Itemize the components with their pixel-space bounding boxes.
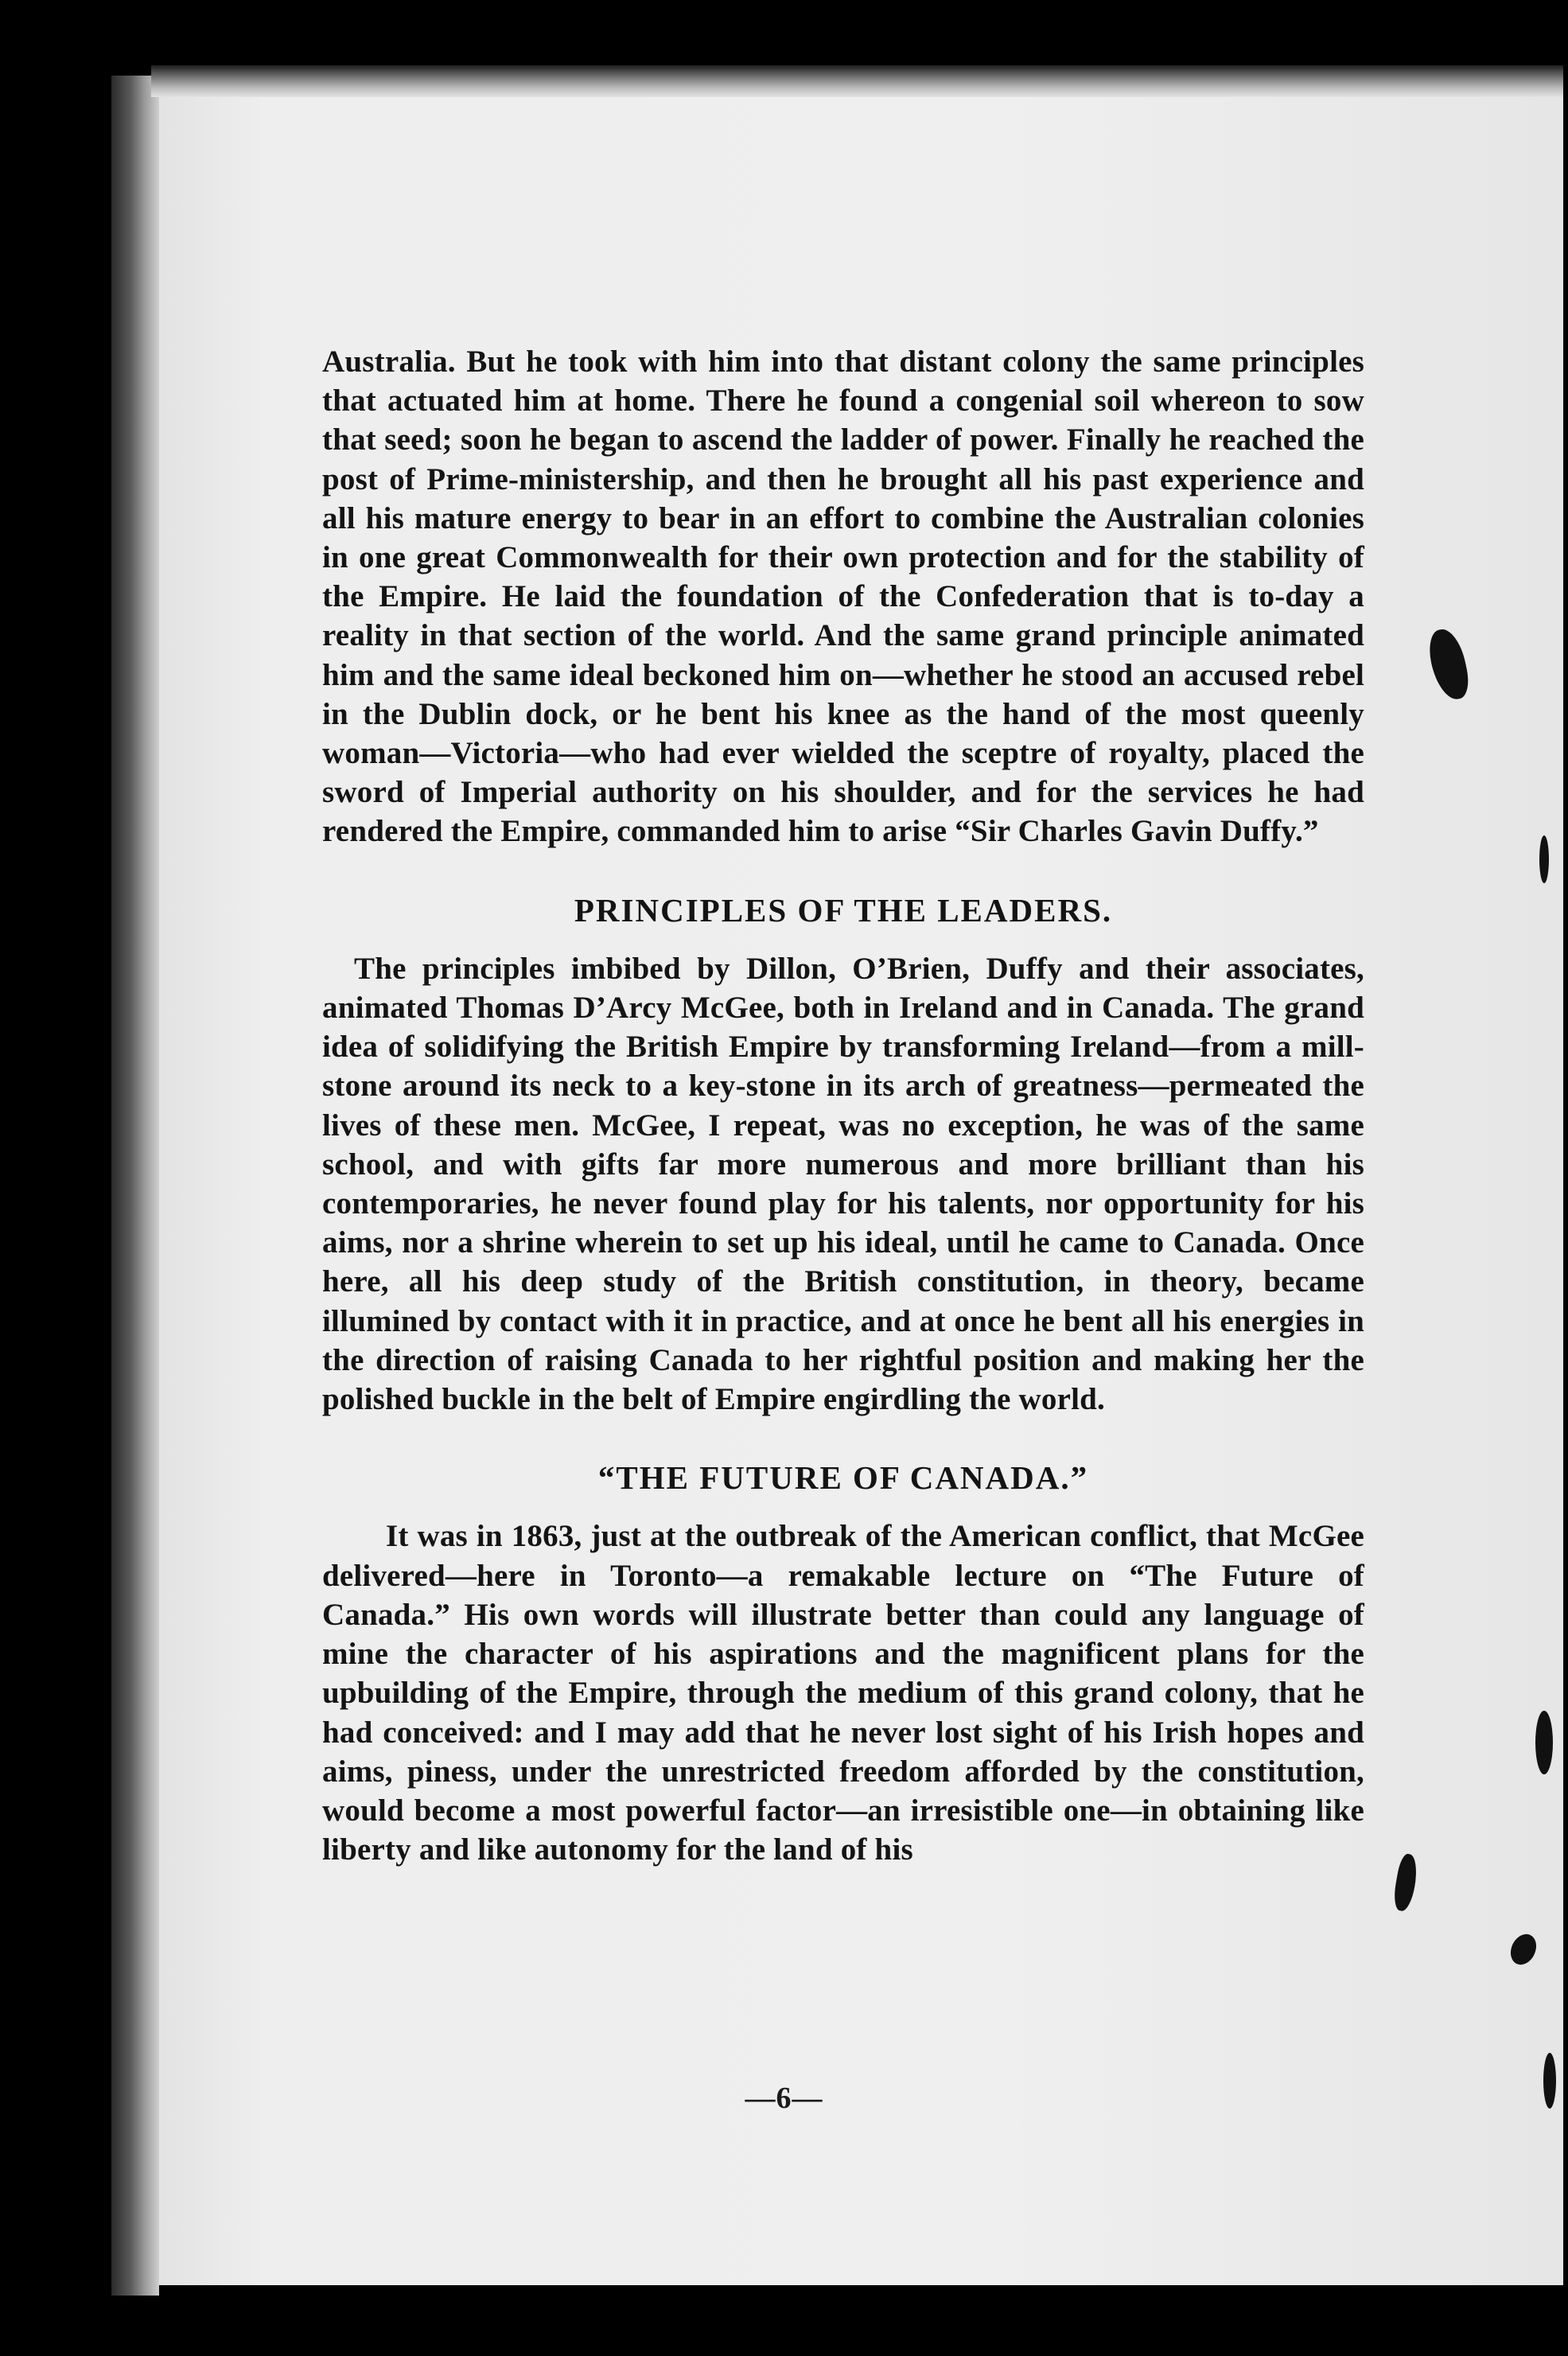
paragraph-future: It was in 1863, just at the outbreak of the American conflict, that McGee delivered—here in Toronto—a remakable lecture on “The Future of Canada.” His own words will illustrate better than could any language of mine the character of his aspirations and the magnificent plans for the upbuilding of the Empire, through the medium of this grand colony, that he had conceived: and I may add that he never lost sight of his Irish hopes and aims, piness, under the unrestricted freedom afforded by the constitution, would become a most powerful factor—an irresistible one—in obtaining like liberty and like autonomy for the land of his (322, 1519, 1364, 1867)
scan-smudge (1535, 1711, 1553, 1774)
scan-smudge (1543, 2053, 1556, 2109)
page-body (322, 342, 1364, 1869)
section-heading-future: “THE FUTURE OF CANADA.” (597, 1459, 1089, 1497)
binding-edge (111, 76, 159, 2296)
paragraph-principles: The principles imbibed by Dillon, O’Brien, Duffy and their associates, animated Thomas D’Arcy McGee, both in Ireland and in Canada. The grand idea of solidifying the British Empire by transforming Ireland—from a mill-stone around its neck to a key-stone in its arch of greatness—permeated the lives of these men. McGee, I repeat, was no exception, he was of the same school, and with gifts far more numerous and more brilliant than his contemporaries, he never found play for his talents, nor opportunity for his aims, nor a shrine wherein to set up his ideal, until he came to Canada. Once here, all his deep study of the British constitution, in theory, became illumined by contact with it in practice, and at once he bent all his energies in the direction of raising Canada to her rightful position and making her the polished buckle in the belt of Empire engirdling the world. (322, 951, 1364, 1417)
scan-smudge (1539, 835, 1549, 883)
page-number: —6— (745, 2081, 823, 2115)
paragraph-duffy-australia: Australia. But he took with him into that distant colony the same principles that actuated him at home. There he found a congenial soil whereon to sow that seed; soon he began to ascend the ladder of power. Finally he reached the post of Prime-ministership, and then he brought all his past experience and all his mature energy to bear in an effort to combine the Australian colonies in one great Commonwealth for their own protection and for the stability of the Empire. He laid the foundation of the Confederation that is to-day a reality in that section of the world. And the same grand principle animated him and the same ideal beckoned him on—whether he stood an accused rebel in the Dublin dock, or he bent his knee as the hand of the most queenly woman—Victoria—who had ever wielded the sceptre of royalty, placed the sword of Imperial authority on his shoulder, and for the services he had rendered the Empire, commanded him to arise “Sir Charles Gavin Duffy.” (322, 345, 1364, 849)
section-heading-principles: PRINCIPLES OF THE LEADERS. (574, 891, 1113, 929)
top-edge-shadow (151, 65, 1563, 97)
